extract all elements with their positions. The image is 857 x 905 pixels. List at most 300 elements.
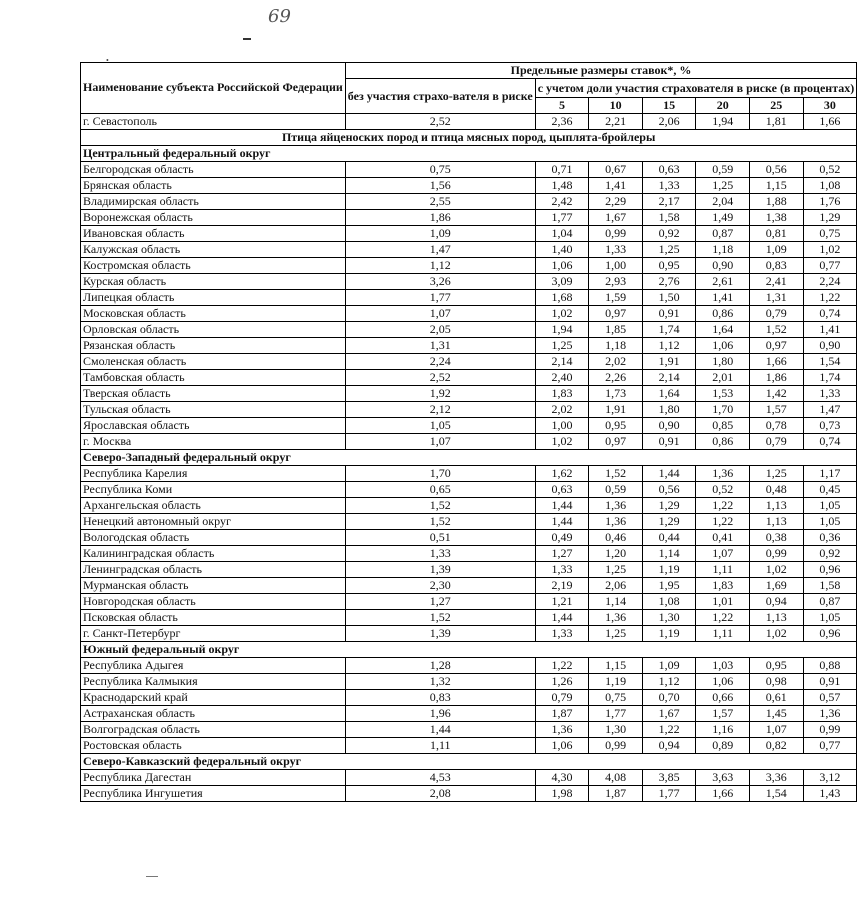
rate-value: 1,07 (345, 306, 535, 322)
rate-value: 1,07 (696, 546, 750, 562)
table-row (81, 178, 857, 194)
rate-value: 2,55 (345, 194, 535, 210)
rate-value: 0,87 (696, 226, 750, 242)
table-row (81, 338, 857, 354)
rate-value: 1,05 (803, 610, 857, 626)
rate-value: 0,99 (589, 738, 643, 754)
rate-value: 1,36 (589, 610, 643, 626)
region-name: Тульская область (81, 402, 346, 418)
percent-header-cell: 30 (803, 98, 857, 114)
rate-value: 1,29 (642, 514, 696, 530)
region-name: Орловская область (81, 322, 346, 338)
rate-value: 1,36 (535, 722, 589, 738)
rate-value: 1,98 (535, 786, 589, 802)
rate-value: 0,67 (589, 162, 643, 178)
table-body (81, 114, 857, 802)
rate-value: 1,22 (696, 498, 750, 514)
rate-value: 0,95 (750, 658, 804, 674)
rate-value: 0,45 (803, 482, 857, 498)
rate-value: 1,64 (642, 386, 696, 402)
region-name: Ростовская область (81, 738, 346, 754)
page-number: 69 (268, 6, 291, 27)
rate-value: 1,68 (535, 290, 589, 306)
rate-value: 1,49 (696, 210, 750, 226)
rate-value: 0,89 (696, 738, 750, 754)
scan-mark (243, 38, 251, 40)
rate-value: 0,36 (803, 530, 857, 546)
rate-value: 1,52 (345, 498, 535, 514)
table-row (81, 674, 857, 690)
rate-value: 1,85 (589, 322, 643, 338)
rate-value: 1,76 (803, 194, 857, 210)
rate-value: 1,01 (696, 594, 750, 610)
rate-value: 1,66 (696, 786, 750, 802)
region-name: Брянская область (81, 178, 346, 194)
district-row (81, 754, 857, 770)
rate-value: 1,42 (750, 386, 804, 402)
rate-value: 1,13 (750, 610, 804, 626)
table-row (81, 402, 857, 418)
table-row (81, 722, 857, 738)
rate-value: 1,39 (345, 626, 535, 642)
rate-value: 1,25 (696, 178, 750, 194)
rate-value: 1,09 (642, 658, 696, 674)
rate-value: 1,33 (535, 562, 589, 578)
rate-value: 2,61 (696, 274, 750, 290)
rate-value: 1,09 (750, 242, 804, 258)
table-row (81, 386, 857, 402)
rate-value: 0,78 (750, 418, 804, 434)
table-row (81, 610, 857, 626)
district-title: Северо-Западный федеральный округ (81, 450, 857, 466)
rate-value: 1,92 (345, 386, 535, 402)
rate-value: 0,92 (803, 546, 857, 562)
rate-value: 0,48 (750, 482, 804, 498)
rate-value: 1,47 (345, 242, 535, 258)
rate-value: 0,65 (345, 482, 535, 498)
rate-value: 1,40 (535, 242, 589, 258)
rate-value: 1,69 (750, 578, 804, 594)
percent-header-cell: 5 (535, 98, 589, 114)
rate-value: 2,05 (345, 322, 535, 338)
rate-value: 2,08 (345, 786, 535, 802)
table-row (81, 290, 857, 306)
rate-value: 1,36 (589, 498, 643, 514)
region-name: Воронежская область (81, 210, 346, 226)
rate-value: 0,97 (589, 306, 643, 322)
rate-value: 2,01 (696, 370, 750, 386)
rate-value: 1,77 (345, 290, 535, 306)
rate-value: 0,61 (750, 690, 804, 706)
rate-value: 1,52 (589, 466, 643, 482)
table-row (81, 226, 857, 242)
rate-value: 1,91 (642, 354, 696, 370)
rate-value: 1,29 (642, 498, 696, 514)
table-row (81, 594, 857, 610)
rate-value: 1,77 (589, 706, 643, 722)
rate-value: 1,05 (803, 514, 857, 530)
rate-value: 1,25 (589, 562, 643, 578)
rate-value: 1,30 (589, 722, 643, 738)
rate-value: 1,25 (589, 626, 643, 642)
region-name: Астраханская область (81, 706, 346, 722)
region-name: Ненецкий автономный округ (81, 514, 346, 530)
rate-value: 1,45 (750, 706, 804, 722)
rate-value: 1,05 (803, 498, 857, 514)
region-name: Волгоградская область (81, 722, 346, 738)
rate-value: 0,94 (750, 594, 804, 610)
rate-value: 2,19 (535, 578, 589, 594)
rate-value: 0,79 (535, 690, 589, 706)
rate-value: 2,24 (803, 274, 857, 290)
rate-value: 0,79 (750, 434, 804, 450)
rate-value: 1,44 (535, 514, 589, 530)
rate-value: 0,99 (589, 226, 643, 242)
rate-value: 1,07 (345, 434, 535, 450)
rate-value: 1,27 (535, 546, 589, 562)
scan-speck: • (106, 56, 109, 65)
rate-value: 0,90 (803, 338, 857, 354)
rates-table (80, 62, 857, 802)
rate-value: 1,54 (803, 354, 857, 370)
rate-value: 0,91 (803, 674, 857, 690)
table-row (81, 578, 857, 594)
rate-value: 0,86 (696, 306, 750, 322)
rate-value: 3,63 (696, 770, 750, 786)
rate-value: 1,17 (803, 466, 857, 482)
rate-value: 2,29 (589, 194, 643, 210)
rate-value: 1,94 (535, 322, 589, 338)
rate-value: 1,33 (589, 242, 643, 258)
rate-value: 0,51 (345, 530, 535, 546)
table-row (81, 194, 857, 210)
rate-value: 1,95 (642, 578, 696, 594)
region-name: Смоленская область (81, 354, 346, 370)
rate-value: 1,11 (696, 562, 750, 578)
rate-value: 1,86 (750, 370, 804, 386)
rate-value: 2,36 (535, 114, 589, 130)
region-name: г. Санкт-Петербург (81, 626, 346, 642)
rate-value: 1,00 (535, 418, 589, 434)
scan-mark (146, 876, 158, 877)
rate-value: 1,19 (642, 562, 696, 578)
rate-value: 1,83 (696, 578, 750, 594)
rate-value: 1,87 (589, 786, 643, 802)
rate-value: 0,83 (750, 258, 804, 274)
rate-value: 1,36 (803, 706, 857, 722)
rate-value: 0,94 (642, 738, 696, 754)
region-name: г. Москва (81, 434, 346, 450)
rate-value: 2,02 (589, 354, 643, 370)
rate-value: 0,56 (750, 162, 804, 178)
rate-value: 3,26 (345, 274, 535, 290)
rate-value: 1,67 (589, 210, 643, 226)
district-row (81, 450, 857, 466)
rate-value: 1,32 (345, 674, 535, 690)
rate-value: 0,77 (803, 738, 857, 754)
rate-value: 1,00 (589, 258, 643, 274)
region-name: Белгородская область (81, 162, 346, 178)
district-title: Центральный федеральный округ (81, 146, 857, 162)
rate-value: 1,06 (535, 258, 589, 274)
region-name: Тверская область (81, 386, 346, 402)
rate-value: 1,58 (803, 578, 857, 594)
rate-value: 1,81 (750, 114, 804, 130)
rate-value: 1,12 (345, 258, 535, 274)
rate-value: 1,05 (345, 418, 535, 434)
table-row (81, 258, 857, 274)
rate-value: 1,36 (589, 514, 643, 530)
rate-value: 0,49 (535, 530, 589, 546)
region-name: Республика Адыгея (81, 658, 346, 674)
rate-value: 1,94 (696, 114, 750, 130)
table-row (81, 658, 857, 674)
rate-value: 1,03 (696, 658, 750, 674)
rate-value: 1,22 (642, 722, 696, 738)
rate-value: 1,44 (642, 466, 696, 482)
rate-value: 1,54 (750, 786, 804, 802)
rate-value: 1,33 (535, 626, 589, 642)
section-title: Птица яйценоских пород и птица мясных пород, цыплята-бройлеры (81, 130, 857, 146)
rate-value: 1,43 (803, 786, 857, 802)
rate-value: 1,28 (345, 658, 535, 674)
rate-value: 1,74 (642, 322, 696, 338)
rate-value: 0,59 (589, 482, 643, 498)
rate-value: 0,91 (642, 434, 696, 450)
rate-value: 1,11 (345, 738, 535, 754)
rate-value: 1,66 (750, 354, 804, 370)
rate-value: 0,88 (803, 658, 857, 674)
table-row (81, 306, 857, 322)
rate-value: 0,75 (803, 226, 857, 242)
rate-value: 1,39 (345, 562, 535, 578)
rate-value: 0,85 (696, 418, 750, 434)
rate-value: 1,02 (750, 562, 804, 578)
rate-value: 1,19 (642, 626, 696, 642)
rate-value: 0,41 (696, 530, 750, 546)
rate-value: 1,80 (642, 402, 696, 418)
rate-value: 1,80 (696, 354, 750, 370)
table-row (81, 738, 857, 754)
table-row (81, 498, 857, 514)
table-row (81, 322, 857, 338)
rate-value: 0,90 (642, 418, 696, 434)
district-title: Северо-Кавказский федеральный округ (81, 754, 857, 770)
rate-value: 1,15 (589, 658, 643, 674)
rate-value: 1,14 (642, 546, 696, 562)
rate-value: 1,44 (345, 722, 535, 738)
rate-value: 2,52 (345, 370, 535, 386)
rate-value: 4,08 (589, 770, 643, 786)
rate-value: 1,38 (750, 210, 804, 226)
region-name: Архангельская область (81, 498, 346, 514)
table-row (81, 770, 857, 786)
rate-value: 1,22 (696, 514, 750, 530)
rate-value: 1,64 (696, 322, 750, 338)
rate-value: 2,14 (642, 370, 696, 386)
rate-value: 1,36 (696, 466, 750, 482)
percent-header-cell: 20 (696, 98, 750, 114)
rate-value: 3,09 (535, 274, 589, 290)
rate-value: 1,14 (589, 594, 643, 610)
rate-value: 1,44 (535, 498, 589, 514)
rate-value: 0,38 (750, 530, 804, 546)
table-row (81, 626, 857, 642)
region-name: Ивановская область (81, 226, 346, 242)
rate-value: 1,74 (803, 370, 857, 386)
rate-value: 0,81 (750, 226, 804, 242)
rate-value: 0,44 (642, 530, 696, 546)
rate-value: 0,73 (803, 418, 857, 434)
rate-value: 1,66 (803, 114, 857, 130)
region-name: Новгородская область (81, 594, 346, 610)
table-row (81, 530, 857, 546)
rate-value: 1,06 (696, 674, 750, 690)
rate-value: 1,96 (345, 706, 535, 722)
rate-value: 2,30 (345, 578, 535, 594)
table-row (81, 418, 857, 434)
rate-value: 1,02 (803, 242, 857, 258)
rate-value: 0,86 (696, 434, 750, 450)
rate-value: 1,02 (750, 626, 804, 642)
region-name: Республика Дагестан (81, 770, 346, 786)
rate-value: 2,04 (696, 194, 750, 210)
rate-value: 1,58 (642, 210, 696, 226)
rate-value: 0,99 (803, 722, 857, 738)
table-row (81, 690, 857, 706)
table-row (81, 466, 857, 482)
rate-value: 0,52 (696, 482, 750, 498)
rate-value: 0,70 (642, 690, 696, 706)
table-row (81, 354, 857, 370)
rate-value: 1,33 (345, 546, 535, 562)
table-row (81, 706, 857, 722)
region-name: Курская область (81, 274, 346, 290)
column-header-without-participation: без участия страхо-вателя в риске (345, 79, 535, 114)
rate-value: 1,20 (589, 546, 643, 562)
rate-value: 3,36 (750, 770, 804, 786)
rate-value: 2,12 (345, 402, 535, 418)
rate-value: 2,24 (345, 354, 535, 370)
rate-value: 0,59 (696, 162, 750, 178)
rate-value: 0,96 (803, 626, 857, 642)
region-name: Ярославская область (81, 418, 346, 434)
rate-value: 2,52 (345, 114, 535, 130)
region-name: Калининградская область (81, 546, 346, 562)
rate-value: 2,40 (535, 370, 589, 386)
rate-value: 1,52 (345, 610, 535, 626)
table-row (81, 162, 857, 178)
table-row (81, 114, 857, 130)
rate-value: 1,30 (642, 610, 696, 626)
rate-value: 1,67 (642, 706, 696, 722)
table-row (81, 210, 857, 226)
rate-value: 1,50 (642, 290, 696, 306)
rate-value: 1,33 (803, 386, 857, 402)
rate-value: 0,75 (345, 162, 535, 178)
rate-value: 1,07 (750, 722, 804, 738)
rate-value: 1,25 (642, 242, 696, 258)
rate-value: 3,12 (803, 770, 857, 786)
rate-value: 1,52 (345, 514, 535, 530)
rate-value: 0,90 (696, 258, 750, 274)
rate-value: 1,41 (696, 290, 750, 306)
rate-value: 1,57 (750, 402, 804, 418)
rate-value: 3,85 (642, 770, 696, 786)
rate-value: 0,77 (803, 258, 857, 274)
rate-value: 1,91 (589, 402, 643, 418)
rate-value: 0,75 (589, 690, 643, 706)
rate-value: 2,42 (535, 194, 589, 210)
rate-value: 2,26 (589, 370, 643, 386)
rate-value: 0,82 (750, 738, 804, 754)
rate-value: 1,11 (696, 626, 750, 642)
rate-value: 0,66 (696, 690, 750, 706)
percent-header-cell: 25 (750, 98, 804, 114)
rate-value: 1,16 (696, 722, 750, 738)
rate-value: 1,19 (589, 674, 643, 690)
rate-value: 2,41 (750, 274, 804, 290)
rate-value: 2,02 (535, 402, 589, 418)
rate-value: 1,86 (345, 210, 535, 226)
region-name: Мурманская область (81, 578, 346, 594)
rate-value: 0,56 (642, 482, 696, 498)
rate-value: 1,22 (803, 290, 857, 306)
region-name: Вологодская область (81, 530, 346, 546)
region-name: Республика Карелия (81, 466, 346, 482)
rate-value: 1,52 (750, 322, 804, 338)
rate-value: 1,02 (535, 306, 589, 322)
rate-value: 1,29 (803, 210, 857, 226)
region-name: Калужская область (81, 242, 346, 258)
region-name: Псковская область (81, 610, 346, 626)
rate-value: 1,88 (750, 194, 804, 210)
rate-value: 2,14 (535, 354, 589, 370)
rate-value: 1,12 (642, 674, 696, 690)
rate-value: 1,04 (535, 226, 589, 242)
region-name: г. Севастополь (81, 114, 346, 130)
rate-value: 2,06 (642, 114, 696, 130)
rate-value: 1,70 (345, 466, 535, 482)
rate-value: 0,91 (642, 306, 696, 322)
rate-value: 1,56 (345, 178, 535, 194)
column-header-region: Наименование субъекта Российской Федерации (81, 63, 346, 114)
rate-value: 1,87 (535, 706, 589, 722)
section-row (81, 130, 857, 146)
rate-value: 1,09 (345, 226, 535, 242)
table-row (81, 514, 857, 530)
rate-value: 1,18 (696, 242, 750, 258)
rate-value: 0,97 (750, 338, 804, 354)
rate-value: 4,30 (535, 770, 589, 786)
rate-value: 0,63 (642, 162, 696, 178)
rate-value: 2,21 (589, 114, 643, 130)
rate-value: 4,53 (345, 770, 535, 786)
region-name: Республика Калмыкия (81, 674, 346, 690)
rate-value: 0,98 (750, 674, 804, 690)
rate-value: 2,93 (589, 274, 643, 290)
rate-value: 1,06 (535, 738, 589, 754)
rate-value: 1,08 (803, 178, 857, 194)
rate-value: 1,31 (750, 290, 804, 306)
table-row (81, 274, 857, 290)
table-row (81, 786, 857, 802)
rate-value: 1,41 (589, 178, 643, 194)
rate-value: 1,06 (696, 338, 750, 354)
rate-value: 1,31 (345, 338, 535, 354)
rate-value: 1,33 (642, 178, 696, 194)
rate-value: 0,74 (803, 434, 857, 450)
